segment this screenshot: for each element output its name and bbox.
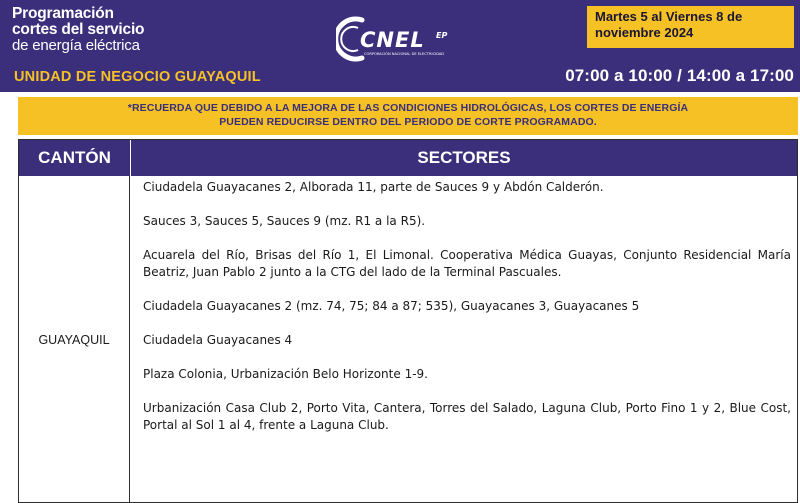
sectors-cell: [143, 179, 791, 451]
table-header: [19, 140, 797, 176]
sector-item: Acuarela del Río, Brisas del Río 1, El Limonal. Cooperativa Médica Guayas, Conjunto Residencial María Beatriz, Juan Pablo 2 junto a la CTG del lado de la Terminal Pascuales.: [143, 248, 791, 279]
cnel-logo: [336, 14, 476, 64]
hydrology-notice: [18, 97, 798, 135]
sector-item: Ciudadela Guayacanes 2, Alborada 11, parte de Sauces 9 y Abdón Calderón.: [143, 180, 604, 194]
sector-item: Urbanización Casa Club 2, Porto Vita, Cantera, Torres del Salado, Laguna Club, Porto Fino 1 y 2, Blue Cost, Portal al Sol 1 al 4, frente a Laguna Club.: [143, 401, 791, 432]
outage-table: [18, 139, 798, 503]
title-line-3: de energía eléctrica: [12, 37, 140, 54]
column-divider: [129, 176, 130, 503]
date-range: Martes 5 al Viernes 8 de noviembre 2024: [587, 6, 794, 48]
page-header: [0, 0, 800, 92]
header-canton: CANTÓN: [38, 148, 111, 167]
logo-wordmark: CNEL: [360, 28, 425, 52]
sector-item: Plaza Colonia, Urbanización Belo Horizonte 1-9.: [143, 367, 428, 381]
sector-item: Ciudadela Guayacanes 2 (mz. 74, 75; 84 a 87; 535), Guayacanes 3, Guayacanes 5: [143, 299, 640, 313]
title-line-2: cortes del servicio: [12, 21, 145, 38]
logo-suffix: EP: [436, 31, 448, 40]
notice-line-2: PUEDEN REDUCIRSE DENTRO DEL PERIODO DE CORTE PROGRAMADO.: [219, 116, 597, 128]
business-unit-label: UNIDAD DE NEGOCIO GUAYAQUIL: [14, 69, 261, 85]
logo-tagline: CORPORACIÓN NACIONAL DE ELECTRICIDAD: [364, 52, 445, 56]
sector-item: Ciudadela Guayacanes 4: [143, 333, 293, 347]
schedule-hours: 07:00 a 10:00 / 14:00 a 17:00: [565, 66, 794, 85]
header-sectores: SECTORES: [130, 140, 797, 176]
canton-cell: [19, 176, 129, 503]
canton-name: GUAYAQUIL: [38, 333, 110, 347]
header-title: [12, 6, 172, 54]
sector-item: Sauces 3, Sauces 5, Sauces 9 (mz. R1 a la R5).: [143, 214, 426, 228]
title-line-1: Programación: [12, 5, 114, 22]
notice-line-1: *RECUERDA QUE DEBIDO A LA MEJORA DE LAS CONDICIONES HIDROLÓGICAS, LOS CORTES DE ENERGÍA: [127, 102, 689, 114]
